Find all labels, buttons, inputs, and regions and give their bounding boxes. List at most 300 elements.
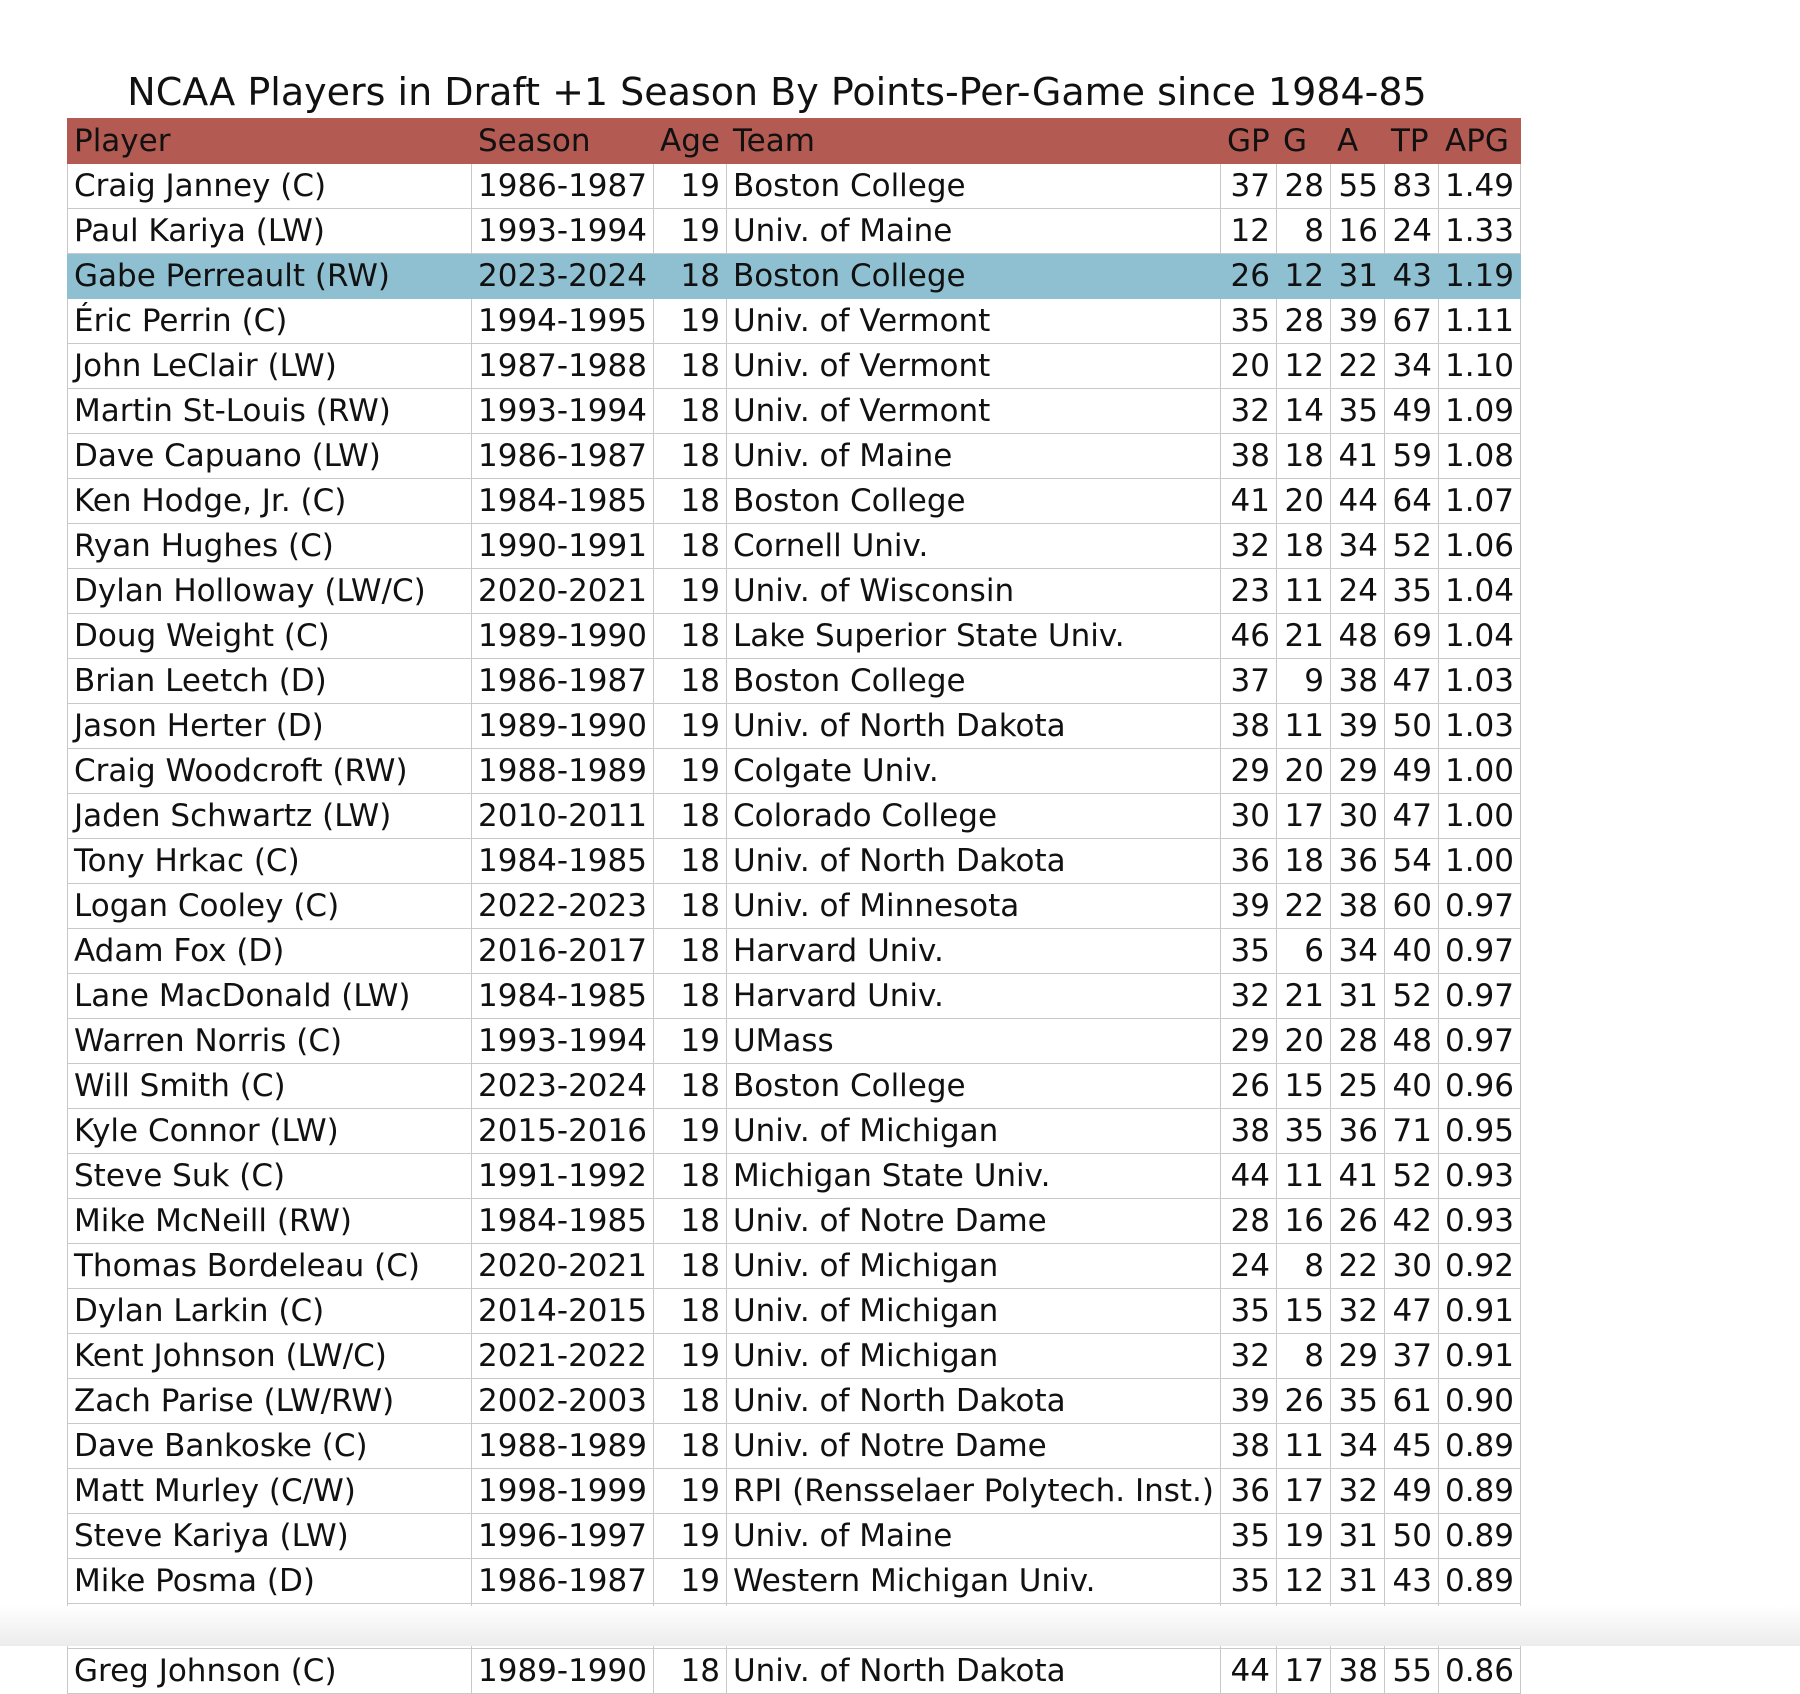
cell-season[interactable]: 1990-1991 <box>472 524 654 569</box>
cell-g[interactable]: 11 <box>1276 569 1330 614</box>
cell-tp[interactable]: 69 <box>1384 614 1438 659</box>
cell-gp[interactable]: 12 <box>1220 209 1276 254</box>
table-row[interactable] <box>68 389 1521 434</box>
cell-season[interactable]: 1994-1995 <box>472 299 654 344</box>
cell-apg[interactable]: 0.97 <box>1438 1019 1520 1064</box>
cell-g[interactable]: 17 <box>1276 794 1330 839</box>
cell-apg[interactable]: 1.49 <box>1438 164 1520 209</box>
cell-team[interactable]: Univ. of Maine <box>726 1514 1220 1559</box>
table-row[interactable] <box>68 569 1521 614</box>
column-header-gp[interactable]: GP <box>1220 119 1276 164</box>
cell-gp[interactable]: 36 <box>1220 839 1276 884</box>
cell-a[interactable]: 55 <box>1330 164 1384 209</box>
cell-tp[interactable]: 30 <box>1384 1244 1438 1289</box>
cell-g[interactable]: 6 <box>1276 929 1330 974</box>
cell-a[interactable]: 22 <box>1330 344 1384 389</box>
table-row[interactable] <box>68 659 1521 704</box>
cell-apg[interactable]: 0.92 <box>1438 1244 1520 1289</box>
cell-player[interactable]: Tony Hrkac (C) <box>68 839 472 884</box>
cell-tp[interactable]: 47 <box>1384 659 1438 704</box>
cell-apg[interactable]: 1.11 <box>1438 299 1520 344</box>
cell-team[interactable]: Univ. of Notre Dame <box>726 1424 1220 1469</box>
cell-team[interactable]: Boston College <box>726 254 1220 299</box>
cell-a[interactable]: 44 <box>1330 479 1384 524</box>
cell-age[interactable]: 18 <box>653 1154 726 1199</box>
cell-apg[interactable]: 0.89 <box>1438 1469 1520 1514</box>
cell-season[interactable]: 1986-1987 <box>472 164 654 209</box>
cell-g[interactable]: 20 <box>1276 749 1330 794</box>
cell-age[interactable]: 19 <box>653 1109 726 1154</box>
cell-age[interactable]: 19 <box>653 1019 726 1064</box>
cell-apg[interactable]: 0.91 <box>1438 1334 1520 1379</box>
cell-gp[interactable]: 44 <box>1220 1154 1276 1199</box>
cell-team[interactable]: Univ. of Michigan <box>726 1334 1220 1379</box>
column-header-g[interactable]: G <box>1276 119 1330 164</box>
table-row[interactable] <box>68 164 1521 209</box>
cell-team[interactable]: Boston College <box>726 164 1220 209</box>
cell-apg[interactable]: 1.03 <box>1438 659 1520 704</box>
cell-a[interactable]: 35 <box>1330 389 1384 434</box>
table-row[interactable] <box>68 794 1521 839</box>
cell-age[interactable]: 18 <box>653 1244 726 1289</box>
cell-a[interactable]: 29 <box>1330 749 1384 794</box>
cell-season[interactable]: 1993-1994 <box>472 209 654 254</box>
cell-season[interactable]: 1988-1989 <box>472 749 654 794</box>
cell-g[interactable]: 15 <box>1276 1064 1330 1109</box>
cell-season[interactable]: 2002-2003 <box>472 1379 654 1424</box>
cell-a[interactable]: 39 <box>1330 704 1384 749</box>
cell-tp[interactable]: 52 <box>1384 1154 1438 1199</box>
cell-gp[interactable]: 24 <box>1220 1244 1276 1289</box>
cell-a[interactable]: 28 <box>1330 1019 1384 1064</box>
cell-g[interactable]: 21 <box>1276 614 1330 659</box>
cell-season[interactable]: 2015-2016 <box>472 1109 654 1154</box>
cell-apg[interactable]: 0.95 <box>1438 1109 1520 1154</box>
column-header-tp[interactable]: TP <box>1384 119 1438 164</box>
cell-g[interactable]: 18 <box>1276 839 1330 884</box>
cell-apg[interactable]: 0.86 <box>1438 1649 1520 1694</box>
cell-team[interactable]: Univ. of Wisconsin <box>726 569 1220 614</box>
cell-a[interactable]: 41 <box>1330 1154 1384 1199</box>
cell-age[interactable]: 19 <box>653 1514 726 1559</box>
cell-gp[interactable]: 23 <box>1220 569 1276 614</box>
cell-apg[interactable]: 0.97 <box>1438 974 1520 1019</box>
table-row[interactable] <box>68 839 1521 884</box>
cell-a[interactable]: 48 <box>1330 614 1384 659</box>
cell-g[interactable]: 19 <box>1276 1514 1330 1559</box>
cell-gp[interactable]: 35 <box>1220 1514 1276 1559</box>
cell-a[interactable]: 22 <box>1330 1244 1384 1289</box>
cell-player[interactable]: Will Smith (C) <box>68 1064 472 1109</box>
cell-age[interactable]: 18 <box>653 614 726 659</box>
cell-season[interactable]: 1998-1999 <box>472 1469 654 1514</box>
cell-tp[interactable]: 54 <box>1384 839 1438 884</box>
cell-g[interactable]: 17 <box>1276 1649 1330 1694</box>
cell-g[interactable]: 12 <box>1276 254 1330 299</box>
cell-g[interactable]: 11 <box>1276 704 1330 749</box>
cell-g[interactable]: 11 <box>1276 1424 1330 1469</box>
cell-player[interactable]: Craig Janney (C) <box>68 164 472 209</box>
cell-player[interactable]: Jaden Schwartz (LW) <box>68 794 472 839</box>
table-row[interactable] <box>68 704 1521 749</box>
table-row[interactable] <box>68 1244 1521 1289</box>
cell-apg[interactable]: 1.07 <box>1438 479 1520 524</box>
cell-a[interactable]: 31 <box>1330 1514 1384 1559</box>
cell-tp[interactable]: 47 <box>1384 1289 1438 1334</box>
cell-season[interactable]: 1986-1987 <box>472 1559 654 1604</box>
cell-season[interactable]: 1984-1985 <box>472 839 654 884</box>
cell-team[interactable]: Univ. of North Dakota <box>726 839 1220 884</box>
cell-gp[interactable]: 38 <box>1220 1424 1276 1469</box>
column-header-age[interactable]: Age <box>653 119 726 164</box>
cell-player[interactable]: Dylan Larkin (C) <box>68 1289 472 1334</box>
cell-gp[interactable]: 29 <box>1220 749 1276 794</box>
cell-a[interactable]: 36 <box>1330 1109 1384 1154</box>
cell-age[interactable]: 18 <box>653 1064 726 1109</box>
cell-apg[interactable]: 1.03 <box>1438 704 1520 749</box>
cell-tp[interactable]: 52 <box>1384 974 1438 1019</box>
cell-player[interactable]: Mike McNeill (RW) <box>68 1199 472 1244</box>
cell-team[interactable]: Harvard Univ. <box>726 974 1220 1019</box>
cell-g[interactable]: 22 <box>1276 884 1330 929</box>
cell-age[interactable]: 18 <box>653 1199 726 1244</box>
cell-g[interactable]: 21 <box>1276 974 1330 1019</box>
cell-age[interactable]: 19 <box>653 569 726 614</box>
cell-apg[interactable]: 1.19 <box>1438 254 1520 299</box>
cell-a[interactable]: 26 <box>1330 1199 1384 1244</box>
cell-apg[interactable]: 1.06 <box>1438 524 1520 569</box>
table-row[interactable] <box>68 434 1521 479</box>
cell-apg[interactable]: 1.09 <box>1438 389 1520 434</box>
cell-season[interactable]: 2023-2024 <box>472 1064 654 1109</box>
cell-tp[interactable]: 47 <box>1384 794 1438 839</box>
cell-a[interactable]: 36 <box>1330 839 1384 884</box>
cell-age[interactable]: 18 <box>653 1289 726 1334</box>
cell-apg[interactable]: 0.91 <box>1438 1289 1520 1334</box>
cell-team[interactable]: Univ. of North Dakota <box>726 1649 1220 1694</box>
cell-gp[interactable]: 38 <box>1220 434 1276 479</box>
cell-a[interactable]: 31 <box>1330 254 1384 299</box>
cell-apg[interactable]: 0.89 <box>1438 1559 1520 1604</box>
cell-season[interactable]: 1989-1990 <box>472 704 654 749</box>
cell-season[interactable]: 1984-1985 <box>472 974 654 1019</box>
cell-player[interactable]: Kent Johnson (LW/C) <box>68 1334 472 1379</box>
cell-tp[interactable]: 43 <box>1384 254 1438 299</box>
cell-gp[interactable]: 37 <box>1220 659 1276 704</box>
cell-a[interactable]: 38 <box>1330 884 1384 929</box>
table-row[interactable] <box>68 1019 1521 1064</box>
cell-season[interactable]: 1986-1987 <box>472 434 654 479</box>
cell-player[interactable]: Kyle Connor (LW) <box>68 1109 472 1154</box>
cell-gp[interactable]: 32 <box>1220 974 1276 1019</box>
cell-gp[interactable]: 28 <box>1220 1199 1276 1244</box>
cell-season[interactable]: 2014-2015 <box>472 1289 654 1334</box>
cell-a[interactable]: 32 <box>1330 1469 1384 1514</box>
cell-tp[interactable]: 49 <box>1384 1469 1438 1514</box>
cell-apg[interactable]: 1.33 <box>1438 209 1520 254</box>
cell-team[interactable]: Univ. of Michigan <box>726 1289 1220 1334</box>
cell-g[interactable]: 8 <box>1276 1244 1330 1289</box>
cell-apg[interactable]: 0.96 <box>1438 1064 1520 1109</box>
cell-tp[interactable]: 50 <box>1384 1514 1438 1559</box>
cell-g[interactable]: 15 <box>1276 1289 1330 1334</box>
cell-gp[interactable]: 35 <box>1220 299 1276 344</box>
cell-tp[interactable]: 83 <box>1384 164 1438 209</box>
column-header-season[interactable]: Season <box>472 119 654 164</box>
cell-team[interactable]: Univ. of Vermont <box>726 299 1220 344</box>
cell-apg[interactable]: 0.90 <box>1438 1379 1520 1424</box>
cell-player[interactable]: Adam Fox (D) <box>68 929 472 974</box>
cell-g[interactable]: 12 <box>1276 1559 1330 1604</box>
cell-season[interactable]: 1989-1990 <box>472 614 654 659</box>
cell-g[interactable]: 8 <box>1276 1334 1330 1379</box>
cell-tp[interactable]: 59 <box>1384 434 1438 479</box>
cell-apg[interactable]: 0.93 <box>1438 1154 1520 1199</box>
cell-apg[interactable]: 1.00 <box>1438 794 1520 839</box>
cell-season[interactable]: 2020-2021 <box>472 1244 654 1289</box>
cell-a[interactable]: 34 <box>1330 929 1384 974</box>
cell-age[interactable]: 18 <box>653 389 726 434</box>
cell-gp[interactable]: 29 <box>1220 1019 1276 1064</box>
cell-team[interactable]: Michigan State Univ. <box>726 1154 1220 1199</box>
cell-player[interactable]: Thomas Bordeleau (C) <box>68 1244 472 1289</box>
cell-team[interactable]: Univ. of Notre Dame <box>726 1199 1220 1244</box>
cell-a[interactable]: 35 <box>1330 1379 1384 1424</box>
cell-tp[interactable]: 42 <box>1384 1199 1438 1244</box>
cell-apg[interactable]: 1.00 <box>1438 839 1520 884</box>
cell-team[interactable]: Univ. of Maine <box>726 434 1220 479</box>
table-row[interactable] <box>68 1199 1521 1244</box>
cell-season[interactable]: 1986-1987 <box>472 659 654 704</box>
cell-season[interactable]: 2020-2021 <box>472 569 654 614</box>
cell-age[interactable]: 19 <box>653 1334 726 1379</box>
cell-g[interactable]: 20 <box>1276 1019 1330 1064</box>
cell-team[interactable]: Boston College <box>726 1064 1220 1109</box>
cell-tp[interactable]: 67 <box>1384 299 1438 344</box>
cell-a[interactable]: 25 <box>1330 1064 1384 1109</box>
cell-team[interactable]: Cornell Univ. <box>726 524 1220 569</box>
cell-player[interactable]: Ryan Hughes (C) <box>68 524 472 569</box>
cell-gp[interactable]: 35 <box>1220 1289 1276 1334</box>
cell-a[interactable]: 30 <box>1330 794 1384 839</box>
cell-age[interactable]: 18 <box>653 524 726 569</box>
cell-gp[interactable]: 37 <box>1220 164 1276 209</box>
cell-player[interactable]: Zach Parise (LW/RW) <box>68 1379 472 1424</box>
cell-player[interactable]: Doug Weight (C) <box>68 614 472 659</box>
cell-season[interactable]: 1984-1985 <box>472 479 654 524</box>
cell-a[interactable]: 16 <box>1330 209 1384 254</box>
cell-gp[interactable]: 38 <box>1220 1109 1276 1154</box>
cell-player[interactable]: Paul Kariya (LW) <box>68 209 472 254</box>
cell-team[interactable]: RPI (Rensselaer Polytech. Inst.) <box>726 1469 1220 1514</box>
cell-player[interactable]: Dave Capuano (LW) <box>68 434 472 479</box>
cell-apg[interactable]: 1.04 <box>1438 569 1520 614</box>
cell-tp[interactable]: 64 <box>1384 479 1438 524</box>
cell-tp[interactable]: 40 <box>1384 1064 1438 1109</box>
cell-season[interactable]: 1989-1990 <box>472 1649 654 1694</box>
table-row[interactable] <box>68 1334 1521 1379</box>
cell-age[interactable]: 18 <box>653 479 726 524</box>
cell-a[interactable]: 32 <box>1330 1289 1384 1334</box>
cell-g[interactable]: 20 <box>1276 479 1330 524</box>
cell-team[interactable]: UMass <box>726 1019 1220 1064</box>
cell-player[interactable]: John LeClair (LW) <box>68 344 472 389</box>
table-row[interactable] <box>68 1154 1521 1199</box>
table-row[interactable] <box>68 299 1521 344</box>
cell-age[interactable]: 19 <box>653 164 726 209</box>
cell-a[interactable]: 31 <box>1330 1559 1384 1604</box>
cell-tp[interactable]: 60 <box>1384 884 1438 929</box>
table-row[interactable] <box>68 1649 1521 1694</box>
cell-a[interactable]: 38 <box>1330 659 1384 704</box>
cell-apg[interactable]: 0.97 <box>1438 929 1520 974</box>
cell-player[interactable]: Steve Kariya (LW) <box>68 1514 472 1559</box>
cell-tp[interactable]: 61 <box>1384 1379 1438 1424</box>
cell-season[interactable]: 1987-1988 <box>472 344 654 389</box>
cell-player[interactable]: Dylan Holloway (LW/C) <box>68 569 472 614</box>
cell-team[interactable]: Colorado College <box>726 794 1220 839</box>
cell-a[interactable]: 39 <box>1330 299 1384 344</box>
cell-a[interactable]: 38 <box>1330 1649 1384 1694</box>
cell-g[interactable]: 18 <box>1276 524 1330 569</box>
cell-apg[interactable]: 1.04 <box>1438 614 1520 659</box>
cell-tp[interactable]: 55 <box>1384 1649 1438 1694</box>
cell-age[interactable]: 18 <box>653 254 726 299</box>
cell-tp[interactable]: 40 <box>1384 929 1438 974</box>
cell-g[interactable]: 35 <box>1276 1109 1330 1154</box>
cell-player[interactable]: Martin St-Louis (RW) <box>68 389 472 434</box>
cell-age[interactable]: 19 <box>653 1469 726 1514</box>
table-row[interactable] <box>68 1379 1521 1424</box>
cell-team[interactable]: Univ. of Minnesota <box>726 884 1220 929</box>
cell-gp[interactable]: 26 <box>1220 254 1276 299</box>
cell-g[interactable]: 28 <box>1276 299 1330 344</box>
cell-tp[interactable]: 37 <box>1384 1334 1438 1379</box>
cell-g[interactable]: 28 <box>1276 164 1330 209</box>
cell-team[interactable]: Univ. of North Dakota <box>726 704 1220 749</box>
cell-player[interactable]: Mike Posma (D) <box>68 1559 472 1604</box>
cell-team[interactable]: Univ. of Vermont <box>726 344 1220 389</box>
cell-team[interactable]: Univ. of Vermont <box>726 389 1220 434</box>
cell-player[interactable]: Jason Herter (D) <box>68 704 472 749</box>
cell-season[interactable]: 1991-1992 <box>472 1154 654 1199</box>
cell-player[interactable]: Dave Bankoske (C) <box>68 1424 472 1469</box>
cell-player[interactable]: Matt Murley (C/W) <box>68 1469 472 1514</box>
cell-tp[interactable]: 48 <box>1384 1019 1438 1064</box>
cell-apg[interactable]: 0.93 <box>1438 1199 1520 1244</box>
cell-gp[interactable]: 32 <box>1220 524 1276 569</box>
cell-tp[interactable]: 45 <box>1384 1424 1438 1469</box>
table-row[interactable] <box>68 614 1521 659</box>
cell-age[interactable]: 18 <box>653 794 726 839</box>
cell-team[interactable]: Boston College <box>726 659 1220 704</box>
cell-season[interactable]: 1988-1989 <box>472 1424 654 1469</box>
cell-g[interactable]: 12 <box>1276 344 1330 389</box>
cell-apg[interactable]: 1.10 <box>1438 344 1520 389</box>
cell-tp[interactable]: 52 <box>1384 524 1438 569</box>
cell-a[interactable]: 31 <box>1330 974 1384 1019</box>
table-row[interactable] <box>68 344 1521 389</box>
cell-player[interactable]: Warren Norris (C) <box>68 1019 472 1064</box>
table-row[interactable] <box>68 254 1521 299</box>
cell-age[interactable]: 19 <box>653 299 726 344</box>
cell-age[interactable]: 19 <box>653 749 726 794</box>
cell-age[interactable]: 18 <box>653 974 726 1019</box>
cell-tp[interactable]: 43 <box>1384 1559 1438 1604</box>
cell-age[interactable]: 18 <box>653 1649 726 1694</box>
cell-player[interactable]: Craig Woodcroft (RW) <box>68 749 472 794</box>
cell-a[interactable]: 34 <box>1330 1424 1384 1469</box>
cell-season[interactable]: 2023-2024 <box>472 254 654 299</box>
cell-g[interactable]: 16 <box>1276 1199 1330 1244</box>
cell-apg[interactable]: 1.00 <box>1438 749 1520 794</box>
cell-a[interactable]: 29 <box>1330 1334 1384 1379</box>
cell-age[interactable]: 18 <box>653 344 726 389</box>
cell-gp[interactable]: 36 <box>1220 1469 1276 1514</box>
table-row[interactable] <box>68 974 1521 1019</box>
cell-team[interactable]: Harvard Univ. <box>726 929 1220 974</box>
cell-season[interactable]: 1984-1985 <box>472 1199 654 1244</box>
cell-g[interactable]: 26 <box>1276 1379 1330 1424</box>
cell-age[interactable]: 18 <box>653 884 726 929</box>
cell-player[interactable]: Lane MacDonald (LW) <box>68 974 472 1019</box>
cell-season[interactable]: 1993-1994 <box>472 389 654 434</box>
cell-tp[interactable]: 50 <box>1384 704 1438 749</box>
cell-gp[interactable]: 46 <box>1220 614 1276 659</box>
cell-g[interactable]: 9 <box>1276 659 1330 704</box>
table-row[interactable] <box>68 1559 1521 1604</box>
cell-team[interactable]: Univ. of Maine <box>726 209 1220 254</box>
cell-player[interactable]: Ken Hodge, Jr. (C) <box>68 479 472 524</box>
cell-gp[interactable]: 30 <box>1220 794 1276 839</box>
cell-apg[interactable]: 0.97 <box>1438 884 1520 929</box>
cell-tp[interactable]: 35 <box>1384 569 1438 614</box>
cell-tp[interactable]: 49 <box>1384 389 1438 434</box>
cell-season[interactable]: 1996-1997 <box>472 1514 654 1559</box>
cell-gp[interactable]: 39 <box>1220 1379 1276 1424</box>
cell-age[interactable]: 18 <box>653 1379 726 1424</box>
cell-age[interactable]: 18 <box>653 434 726 479</box>
table-row[interactable] <box>68 524 1521 569</box>
cell-gp[interactable]: 39 <box>1220 884 1276 929</box>
cell-apg[interactable]: 0.89 <box>1438 1424 1520 1469</box>
cell-age[interactable]: 18 <box>653 929 726 974</box>
cell-team[interactable]: Boston College <box>726 479 1220 524</box>
cell-g[interactable]: 14 <box>1276 389 1330 434</box>
cell-a[interactable]: 24 <box>1330 569 1384 614</box>
cell-season[interactable]: 2010-2011 <box>472 794 654 839</box>
column-header-a[interactable]: A <box>1330 119 1384 164</box>
cell-gp[interactable]: 20 <box>1220 344 1276 389</box>
cell-tp[interactable]: 49 <box>1384 749 1438 794</box>
cell-team[interactable]: Colgate Univ. <box>726 749 1220 794</box>
cell-season[interactable]: 2022-2023 <box>472 884 654 929</box>
cell-age[interactable]: 19 <box>653 209 726 254</box>
table-row[interactable] <box>68 479 1521 524</box>
cell-g[interactable]: 18 <box>1276 434 1330 479</box>
cell-player[interactable]: Logan Cooley (C) <box>68 884 472 929</box>
table-row[interactable] <box>68 929 1521 974</box>
cell-player[interactable]: Éric Perrin (C) <box>68 299 472 344</box>
cell-gp[interactable]: 32 <box>1220 389 1276 434</box>
table-row[interactable] <box>68 209 1521 254</box>
table-row[interactable] <box>68 1469 1521 1514</box>
cell-gp[interactable]: 41 <box>1220 479 1276 524</box>
cell-apg[interactable]: 1.08 <box>1438 434 1520 479</box>
table-row[interactable] <box>68 1514 1521 1559</box>
cell-team[interactable]: Lake Superior State Univ. <box>726 614 1220 659</box>
cell-player[interactable]: Brian Leetch (D) <box>68 659 472 704</box>
